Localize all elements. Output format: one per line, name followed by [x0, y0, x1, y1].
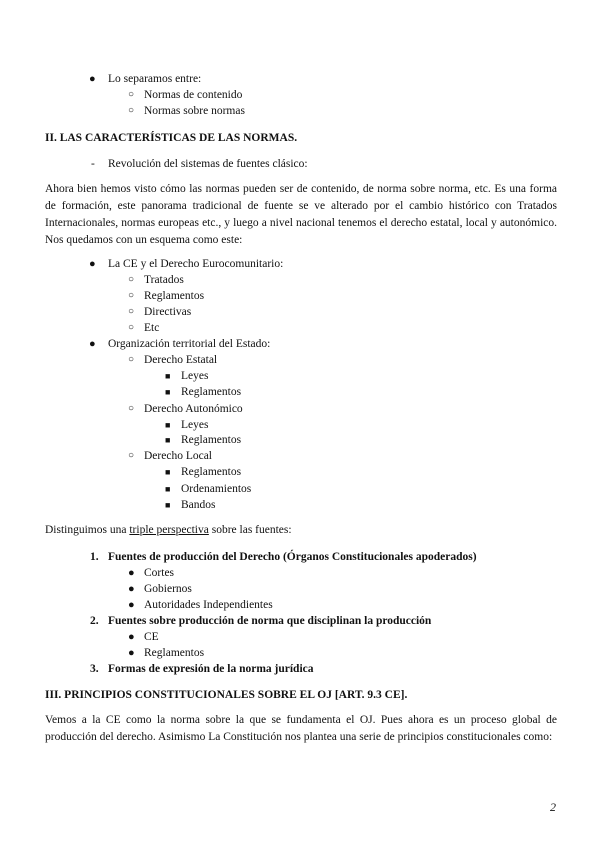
- square-bullet-icon: ■: [165, 500, 171, 510]
- bullet-icon: ●: [128, 631, 135, 643]
- bullet-icon: ●: [128, 583, 135, 595]
- circle-bullet-icon: ○: [128, 403, 135, 414]
- bullet-icon: ●: [89, 338, 96, 350]
- square-bullet-icon: ■: [165, 387, 171, 397]
- square-bullet-icon: ■: [165, 484, 171, 494]
- bullet-icon: ●: [89, 73, 96, 85]
- square-bullet-icon: ■: [165, 420, 171, 430]
- circle-bullet-icon: ○: [128, 354, 135, 365]
- square-bullet-icon: ■: [165, 371, 171, 381]
- paragraph: Vemos a la CE como la norma sobre la que se fundamenta el OJ. Pues ahora es un proceso global de producción del derecho. Asimismo La Constitución nos plantea una serie de principios constitucionales como:: [45, 714, 557, 743]
- bullet-icon: ●: [128, 567, 135, 579]
- square-bullet-icon: ■: [165, 467, 171, 477]
- page-number: 2: [550, 800, 556, 814]
- circle-bullet-icon: ○: [128, 89, 135, 100]
- circle-bullet-icon: ○: [128, 306, 135, 317]
- circle-bullet-icon: ○: [128, 322, 135, 333]
- circle-bullet-icon: ○: [128, 450, 135, 461]
- circle-bullet-icon: ○: [128, 274, 135, 285]
- bullet-icon: ●: [128, 647, 135, 659]
- bullet-icon: ●: [128, 599, 135, 611]
- paragraph: Ahora bien hemos visto cómo las normas pueden ser de contenido, de norma sobre norma, etc. Es una forma de formación, este panorama tradicional de fuente se ve alterado por el cambio histórico con Tratados Internacionales, normas europeas etc., y luego a nivel nacional tenemos el derecho estatal, local y autonómico. Nos quedamos con un esquema como este:: [45, 183, 557, 246]
- square-bullet-icon: ■: [165, 435, 171, 445]
- circle-bullet-icon: ○: [128, 105, 135, 116]
- perspective-sentence: Distinguimos una triple perspectiva sobre las fuentes:: [45, 524, 292, 536]
- dash-bullet-icon: -: [91, 158, 95, 170]
- circle-bullet-icon: ○: [128, 290, 135, 301]
- bullet-icon: ●: [89, 258, 96, 270]
